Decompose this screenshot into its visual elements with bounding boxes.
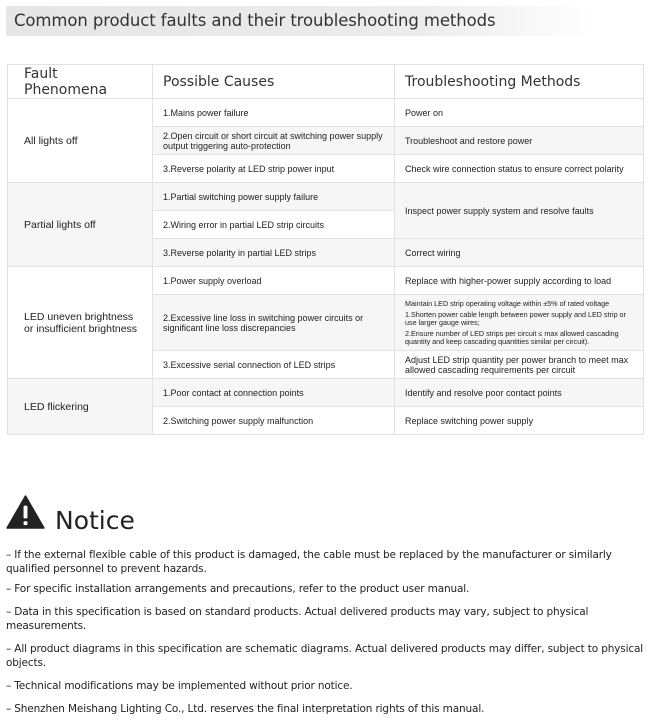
method-line: 1.Shorten power cable length between power supply and LED strip or use larger gauge wires; (405, 309, 626, 327)
method-cell: Troubleshoot and restore power (395, 127, 644, 155)
method-cell: Replace with higher-power supply according to load (395, 267, 644, 295)
table-header-row (8, 65, 644, 99)
cause-cell: 1.Partial switching power supply failure (153, 183, 395, 211)
header-possible-causes: Possible Causes (153, 65, 395, 99)
cause-cell: 2.Open circuit or short circuit at switching power supply output triggering auto-protection (153, 127, 395, 155)
cause-cell: 2.Excessive line loss in switching power circuits or significant line loss discrepancies (153, 295, 395, 351)
cause-cell: 3.Reverse polarity at LED strip power input (153, 155, 395, 183)
header-troubleshooting-methods: Troubleshooting Methods (395, 65, 644, 99)
method-cell: Identify and resolve poor contact points (395, 379, 644, 407)
notice-title: Notice (55, 506, 135, 535)
notice-item: – All product diagrams in this specification are schematic diagrams. Actual delivered products may differ, subject to physical objects. (6, 643, 644, 669)
method-cell: Replace switching power supply (395, 407, 644, 435)
phenomenon-cell: LED flickering (8, 379, 153, 435)
method-line: Maintain LED strip operating voltage within ±5% of rated voltage (405, 298, 610, 308)
cause-cell: 3.Excessive serial connection of LED strips (153, 351, 395, 379)
notice-list (6, 548, 646, 725)
cause-cell: 3.Reverse polarity in partial LED strips (153, 239, 395, 267)
method-cell: Power on (395, 99, 644, 127)
notice-item: – For specific installation arrangements and precautions, refer to the product user manual. (6, 583, 470, 595)
method-cell: Check wire connection status to ensure correct polarity (395, 155, 644, 183)
phenomenon-cell: LED uneven brightness or insufficient brightness (8, 267, 153, 379)
cause-cell: 1.Mains power failure (153, 99, 395, 127)
notice-item: – Shenzhen Meishang Lighting Co., Ltd. reserves the final interpretation rights of this manual. (6, 703, 485, 715)
cause-cell: 2.Wiring error in partial LED strip circuits (153, 211, 395, 239)
method-cell: Adjust LED strip quantity per power branch to meet max allowed cascading requirements per circuit (395, 351, 644, 379)
method-line: 2.Ensure number of LED strips per circuit ≤ max allowed cascading quantity and keep cascading quantities similar per circuit). (405, 328, 619, 346)
table-row (8, 267, 644, 295)
phenomenon-cell: Partial lights off (8, 183, 153, 267)
method-cell-multiline (395, 295, 644, 351)
method-cell: Correct wiring (395, 239, 644, 267)
phenomenon-cell: All lights off (8, 99, 153, 183)
header-fault-phenomena: Fault Phenomena (8, 65, 153, 99)
cause-cell: 1.Poor contact at connection points (153, 379, 395, 407)
method-cell: Inspect power supply system and resolve faults (395, 183, 644, 239)
notice-item: – Data in this specification is based on standard products. Actual delivered products may vary, subject to physical measurements. (6, 606, 589, 632)
troubleshooting-table (7, 64, 644, 435)
table-row (8, 99, 644, 127)
warning-icon (6, 495, 45, 529)
cause-cell: 1.Power supply overload (153, 267, 395, 295)
table-row (8, 183, 644, 211)
section-title: Common product faults and their troubleshooting methods (14, 11, 496, 30)
cause-cell: 2.Switching power supply malfunction (153, 407, 395, 435)
table-row (8, 379, 644, 407)
notice-item: – If the external flexible cable of this product is damaged, the cable must be replaced by the manufacturer or similarly qualified personnel to prevent hazards. (6, 549, 612, 575)
notice-item: – Technical modifications may be implemented without prior notice. (6, 680, 353, 692)
section-title-bar (6, 6, 596, 36)
